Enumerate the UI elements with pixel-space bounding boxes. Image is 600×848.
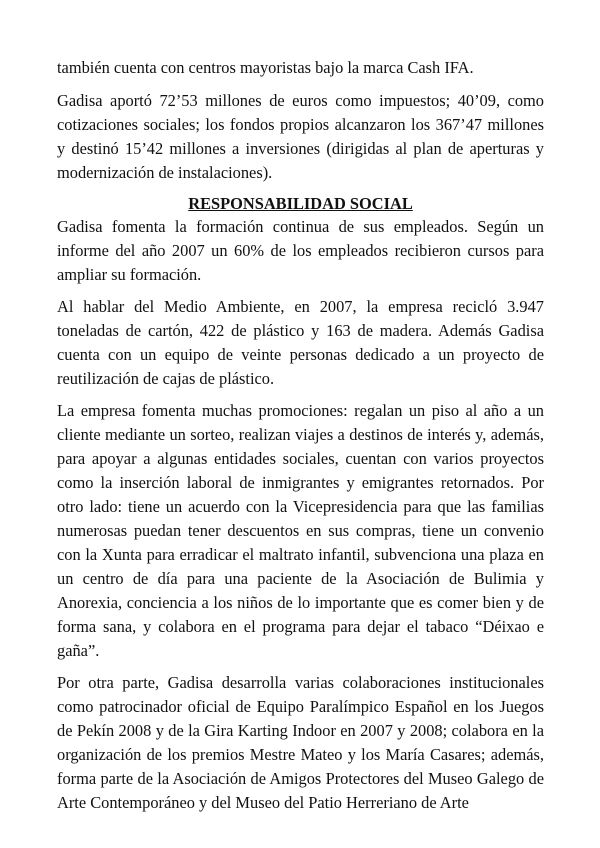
document-page [57,56,544,823]
paragraph-institutional: Por otra parte, Gadisa desarrolla varias colaboraciones institucionales como patrocinador oficial de Equipo Paralímpico Español en los Juegos de Pekín 2008 y de la Gira Karting Indoor en 2007 y 2008; colabora en la organización de los premios Mestre Mateo y los María Casares; además, forma parte de la Asociación de Amigos Protectores del Museo Galego de Arte Contemporáneo y del Museo del Patio Herreriano de Arte [57,673,544,812]
paragraph-training: Gadisa fomenta la formación continua de sus empleados. Según un informe del año 2007 un 60% de los empleados recibieron cursos para ampliar su formación. [57,217,544,284]
paragraph-financials: Gadisa aportó 72’53 millones de euros como impuestos; 40’09, como cotizaciones sociales; los fondos propios alcanzaron los 367’47 millones y destinó 15’42 millones a inversiones (dirigidas al plan de aperturas y modernización de instalaciones). [57,91,544,182]
paragraph-cash-ifa: también cuenta con centros mayoristas bajo la marca Cash IFA. [57,58,474,77]
paragraph-promotions: La empresa fomenta muchas promociones: regalan un piso al año a un cliente mediante un sorteo, realizan viajes a destinos de interés y, además, para apoyar a algunas entidades sociales, cuentan con varios proyectos como la inserción laboral de inmigrantes y emigrantes retornados. Por otro lado: tiene un acuerdo con la Vicepresidencia para que las familias numerosas puedan tener descuentos en sus compras, tiene un convenio con la Xunta para erradicar el maltrato infantil, subvenciona una plaza en un centro de día para una paciente de la Asociación de Bulimia y Anorexia, conciencia a los niños de lo importante que es comer bien y de forma sana, y colabora en el programa para dejar el tabaco “Déixao e gaña”. [57,401,544,660]
section-heading: RESPONSABILIDAD SOCIAL [188,194,413,213]
paragraph-environment: Al hablar del Medio Ambiente, en 2007, la empresa recicló 3.947 toneladas de cartón, 422 de plástico y 163 de madera. Además Gadisa cuenta con un equipo de veinte personas dedicado a un proyecto de reutilización de cajas de plástico. [57,297,544,388]
